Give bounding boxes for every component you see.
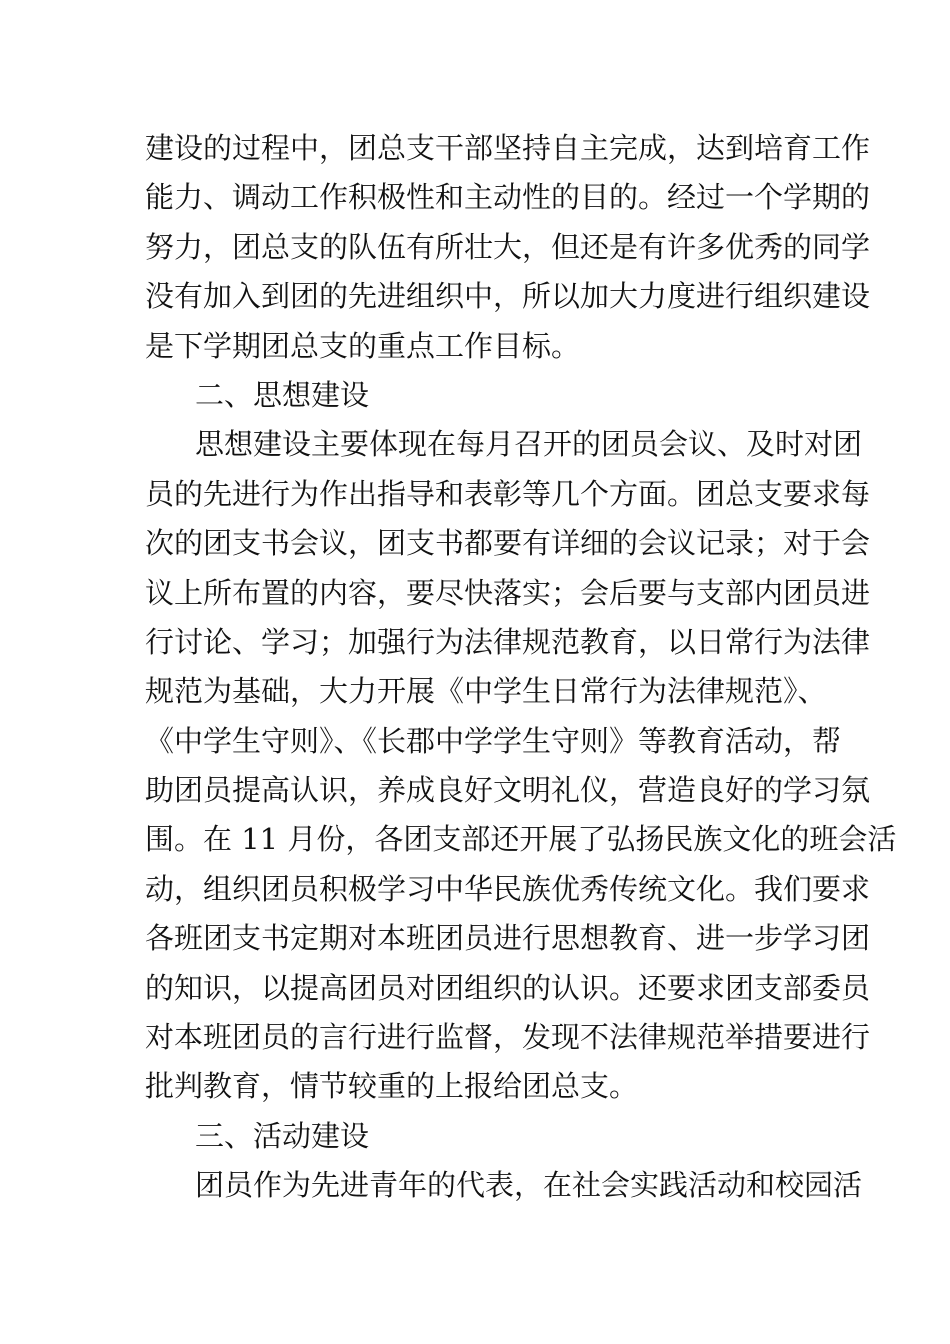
text-line: 的知识，以提高团员对团组织的认识。还要求团支部委员: [145, 970, 871, 1005]
text-line: 团员作为先进青年的代表，在社会实践活动和校园活: [195, 1168, 863, 1203]
text-line: 员的先进行为作出指导和表彰等几个方面。团总支要求每: [145, 476, 871, 511]
body-text: [145, 124, 897, 1211]
text-line: 努力，团总支的队伍有所壮大，但还是有许多优秀的同学: [145, 229, 871, 264]
text-line: 议上所布置的内容，要尽快落实；会后要与支部内团员进: [145, 575, 871, 610]
section-heading: 二、思想建设: [195, 377, 370, 412]
text-line: 对本班团员的言行进行监督，发现不法律规范举措要进行: [145, 1020, 871, 1055]
text-line: 建设的过程中，团总支干部坚持自主完成，达到培育工作: [145, 131, 871, 165]
text-line: 各班团支书定期对本班团员进行思想教育、进一步学习团: [145, 921, 871, 956]
text-line: 动，组织团员积极学习中华民族优秀传统文化。我们要求: [145, 871, 871, 906]
text-line: 没有加入到团的先进组织中，所以加大力度进行组织建设: [145, 279, 871, 314]
text-line: 批判教育，情节较重的上报给团总支。: [145, 1069, 639, 1104]
text-line: 围。在 11 月份，各团支部还开展了弘扬民族文化的班会活: [145, 822, 897, 857]
text-line: 《中学生守则》、《长郡中学学生守则》等教育活动，帮: [145, 723, 842, 758]
text-line: 能力、调动工作积极性和主动性的目的。经过一个学期的: [145, 180, 871, 215]
text-line: 是下学期团总支的重点工作目标。: [145, 328, 581, 363]
text-line: 助团员提高认识，养成良好文明礼仪，营造良好的学习氛: [145, 773, 871, 808]
text-line: 次的团支书会议，团支书都要有详细的会议记录；对于会: [145, 526, 871, 561]
text-line: 思想建设主要体现在每月召开的团员会议、及时对团: [195, 427, 863, 462]
section-heading: 三、活动建设: [195, 1118, 370, 1153]
text-line: 规范为基础，大力开展《中学生日常行为法律规范》、: [145, 674, 827, 709]
text-line: 行讨论、学习；加强行为法律规范教育，以日常行为法律: [145, 624, 871, 659]
